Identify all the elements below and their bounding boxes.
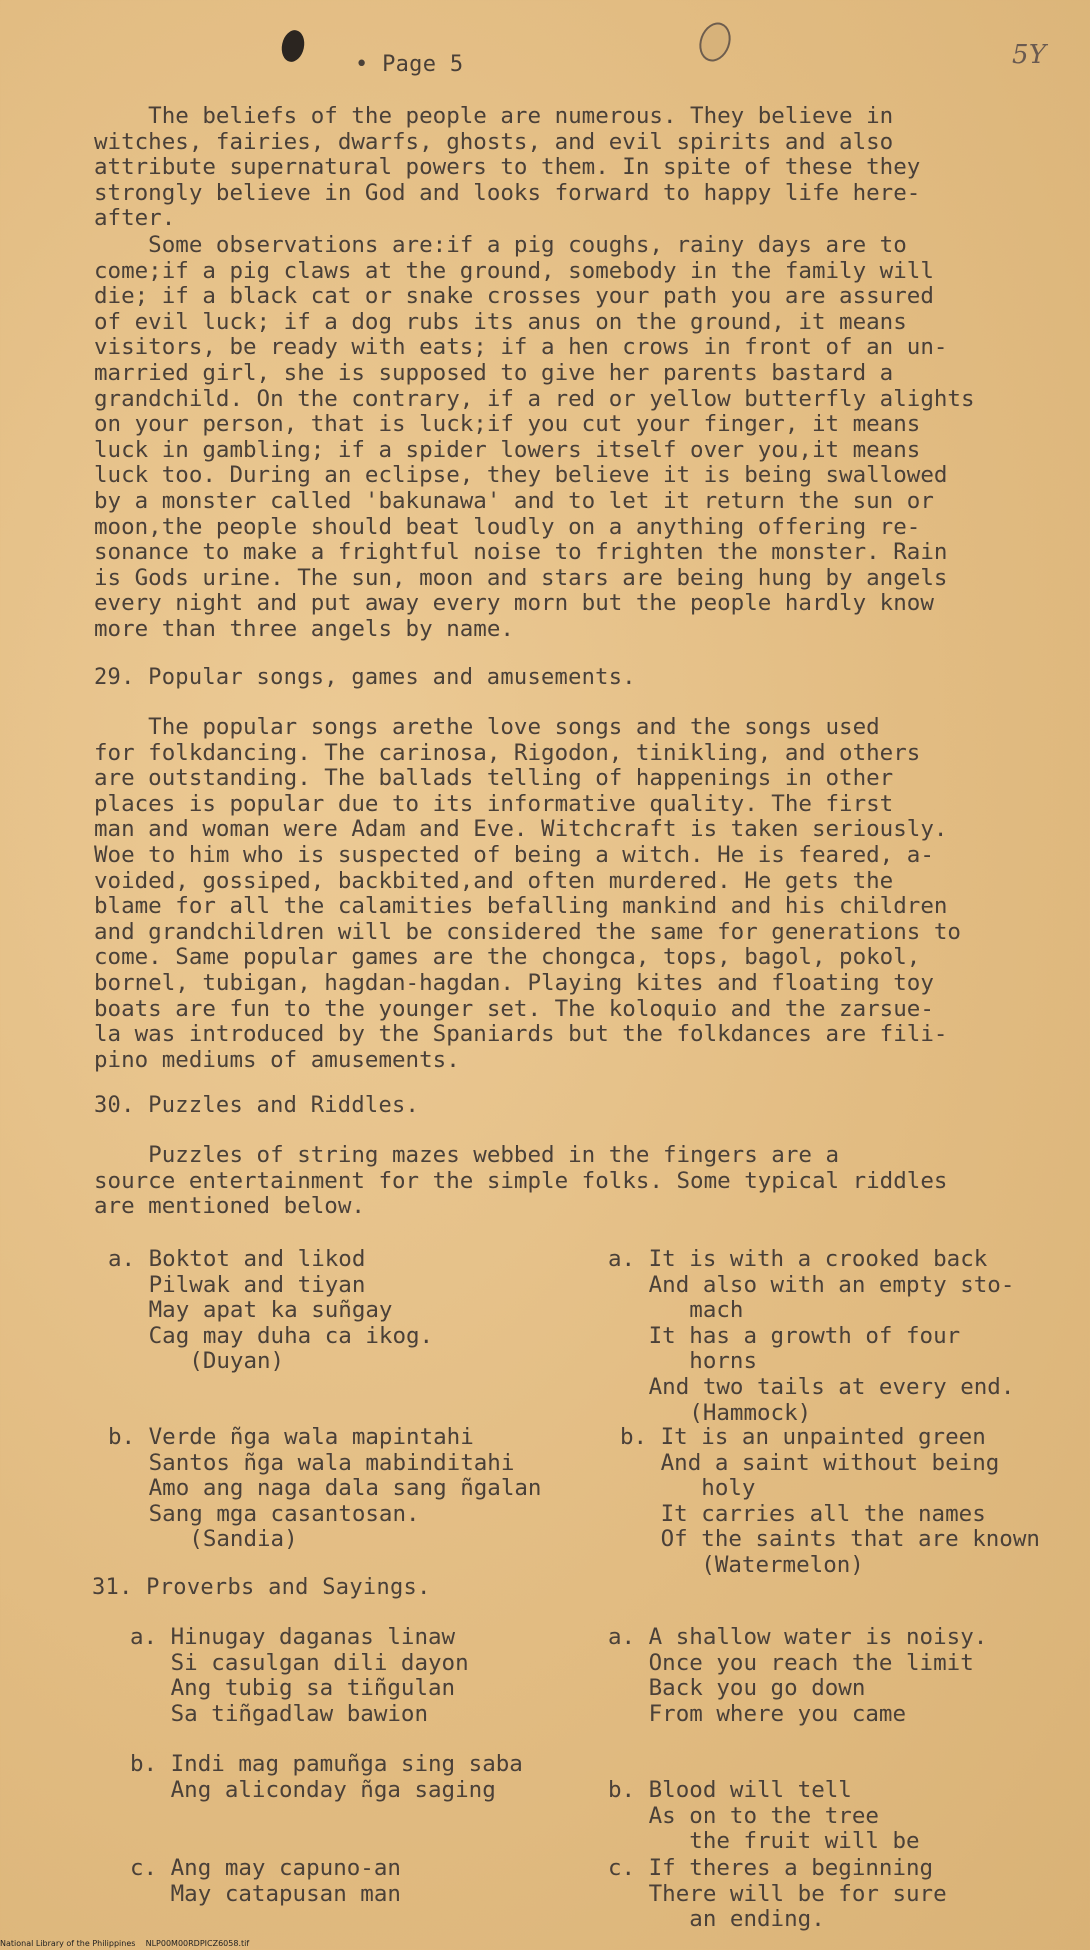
puzzles-paragraph	[94, 1143, 1074, 1220]
text-line: visitors, be ready with eats; if a hen crows in front of an un-	[94, 334, 948, 361]
proverb-line: Once you reach the limit	[608, 1649, 974, 1676]
text-line: are outstanding. The ballads telling of happenings in other	[94, 765, 894, 792]
text-line: strongly believe in God and looks forward to happy life here-	[94, 179, 921, 206]
riddle-line: (Duyan)	[108, 1348, 285, 1375]
text-line: The popular songs arethe love songs and the songs used	[94, 714, 880, 740]
riddle-line: Sang mga casantosan.	[108, 1500, 420, 1527]
text-line: sonance to make a frightful noise to frighten the monster. Rain	[94, 539, 948, 566]
proverb-line: c. If theres a beginning	[608, 1855, 934, 1881]
text-line: moon,the people should beat loudly on a anything offering re-	[94, 513, 921, 540]
riddle-b-translation	[620, 1425, 1080, 1579]
riddle-line: Cag may duha ca ikog.	[108, 1322, 434, 1349]
riddle-line: b. Verde ñga wala mapintahi	[108, 1424, 474, 1450]
riddle-line: It carries all the names	[620, 1500, 986, 1527]
proverb-a-translation	[608, 1625, 1078, 1727]
riddle-line: mach	[608, 1297, 744, 1324]
riddle-line: Santos ñga wala mabinditahi	[108, 1449, 515, 1476]
proverb-line: Back you go down	[608, 1675, 866, 1702]
text-line: voided, gossiped, backbited,and often murdered. He gets the	[94, 867, 894, 894]
page-label: • Page 5	[355, 52, 464, 77]
text-line: of evil luck; if a dog rubs its anus on the ground, it means	[94, 308, 907, 335]
text-line: come. Same popular games are the chongca, tops, bagol, pokol,	[94, 944, 921, 971]
proverb-line: May catapusan man	[130, 1880, 401, 1907]
proverb-line: As on to the tree	[608, 1802, 879, 1829]
proverb-line: the fruit will be	[608, 1828, 920, 1855]
text-line: after.	[94, 205, 176, 232]
text-line: every night and put away every morn but the people hardly know	[94, 590, 934, 617]
text-line: witches, fairies, dwarfs, ghosts, and evil spirits and also	[94, 128, 894, 155]
proverb-line: Si casulgan dili dayon	[130, 1649, 469, 1676]
proverb-line: a. Hinugay daganas linaw	[130, 1624, 456, 1650]
text-line: la was introduced by the Spaniards but the folkdances are fili-	[94, 1021, 948, 1048]
archive-footer: National Library of the Philippines NLP00M00RDPICZ6058.tif	[0, 1939, 250, 1948]
heading-29: 29. Popular songs, games and amusements.	[94, 665, 636, 690]
text-line: attribute supernatural powers to them. In spite of these they	[94, 154, 921, 181]
text-line: on your person, that is luck;if you cut your finger, it means	[94, 411, 921, 438]
text-line: luck too. During an eclipse, they believe it is being swallowed	[94, 462, 948, 489]
text-line: grandchild. On the contrary, if a red or yellow butterfly alights	[94, 385, 975, 412]
proverb-line: There will be for sure	[608, 1880, 947, 1907]
proverb-line: an ending.	[608, 1906, 825, 1933]
riddle-line: Pilwak and tiyan	[108, 1271, 366, 1298]
text-line: Some observations are:if a pig coughs, rainy days are to	[94, 232, 907, 258]
text-line: are mentioned below.	[94, 1193, 365, 1220]
riddle-line: a. It is with a crooked back	[608, 1246, 988, 1272]
text-line: man and woman were Adam and Eve. Witchcraft is taken seriously.	[94, 816, 948, 843]
proverb-line: Sa tiñgadlaw bawion	[130, 1700, 429, 1727]
proverb-c-translation	[608, 1856, 1078, 1933]
proverb-line: From where you came	[608, 1700, 907, 1727]
text-line: source entertainment for the simple folks. Some typical riddles	[94, 1167, 948, 1194]
proverb-line: c. Ang may capuno-an	[130, 1855, 401, 1881]
riddle-line: And a saint without being	[620, 1449, 1000, 1476]
proverb-line: a. A shallow water is noisy.	[608, 1624, 988, 1650]
text-line: pino mediums of amusements.	[94, 1046, 460, 1073]
riddle-line: Of the saints that are known	[620, 1526, 1040, 1553]
text-line: by a monster called 'bakunawa' and to let it return the sun or	[94, 487, 934, 514]
text-line: boats are fun to the younger set. The koloquio and the zarsue-	[94, 995, 934, 1022]
proverb-line: Ang aliconday ñga saging	[130, 1776, 496, 1803]
observations-paragraph	[94, 233, 1074, 643]
text-line: come;if a pig claws at the ground, somebody in the family will	[94, 257, 934, 284]
riddle-line: (Watermelon)	[620, 1551, 864, 1578]
folio-mark: 5Y	[1012, 40, 1047, 70]
text-line: more than three angels by name.	[94, 615, 514, 642]
text-line: married girl, she is supposed to give her parents bastard a	[94, 359, 894, 386]
text-line: bornel, tubigan, hagdan-hagdan. Playing kites and floating toy	[94, 969, 934, 996]
beliefs-paragraph	[94, 104, 1074, 232]
proverb-line: b. Indi mag pamuñga sing saba	[130, 1751, 523, 1777]
text-line: for folkdancing. The carinosa, Rigodon, tinikling, and others	[94, 739, 921, 766]
text-line: blame for all the calamities befalling mankind and his children	[94, 893, 948, 920]
punch-hole-left	[279, 28, 307, 64]
heading-30: 30. Puzzles and Riddles.	[94, 1093, 420, 1118]
text-line: is Gods urine. The sun, moon and stars are being hung by angels	[94, 564, 948, 591]
riddle-line: It has a growth of four	[608, 1322, 961, 1349]
heading-31: 31. Proverbs and Sayings.	[92, 1575, 431, 1600]
riddle-line: (Hammock)	[608, 1399, 812, 1426]
riddle-line: And also with an empty sto-	[608, 1271, 1015, 1298]
songs-paragraph	[94, 715, 1074, 1073]
riddle-line: Amo ang naga dala sang ñgalan	[108, 1475, 542, 1502]
punch-hole-right	[694, 18, 736, 66]
text-line: The beliefs of the people are numerous. They believe in	[94, 103, 894, 129]
riddle-line: a. Boktot and likod	[108, 1246, 366, 1272]
text-line: and grandchildren will be considered the same for generations to	[94, 918, 961, 945]
text-line: luck in gambling; if a spider lowers itself over you,it means	[94, 436, 921, 463]
riddle-line: (Sandia)	[108, 1526, 298, 1553]
riddle-line: horns	[608, 1348, 758, 1375]
text-line: die; if a black cat or snake crosses your path you are assured	[94, 283, 934, 310]
riddle-line: May apat ka suñgay	[108, 1297, 393, 1324]
text-line: places is popular due to its informative quality. The first	[94, 790, 894, 817]
riddle-line: holy	[620, 1475, 756, 1502]
riddle-line: b. It is an unpainted green	[620, 1424, 986, 1450]
riddle-line: And two tails at every end.	[608, 1373, 1015, 1400]
proverb-line: Ang tubig sa tiñgulan	[130, 1675, 456, 1702]
riddle-a-translation	[608, 1247, 1078, 1426]
text-line: Puzzles of string mazes webbed in the fingers are a	[94, 1142, 840, 1168]
proverb-line: b. Blood will tell	[608, 1777, 852, 1803]
proverb-b-translation	[608, 1778, 1078, 1855]
text-line: Woe to him who is suspected of being a witch. He is feared, a-	[94, 841, 934, 868]
